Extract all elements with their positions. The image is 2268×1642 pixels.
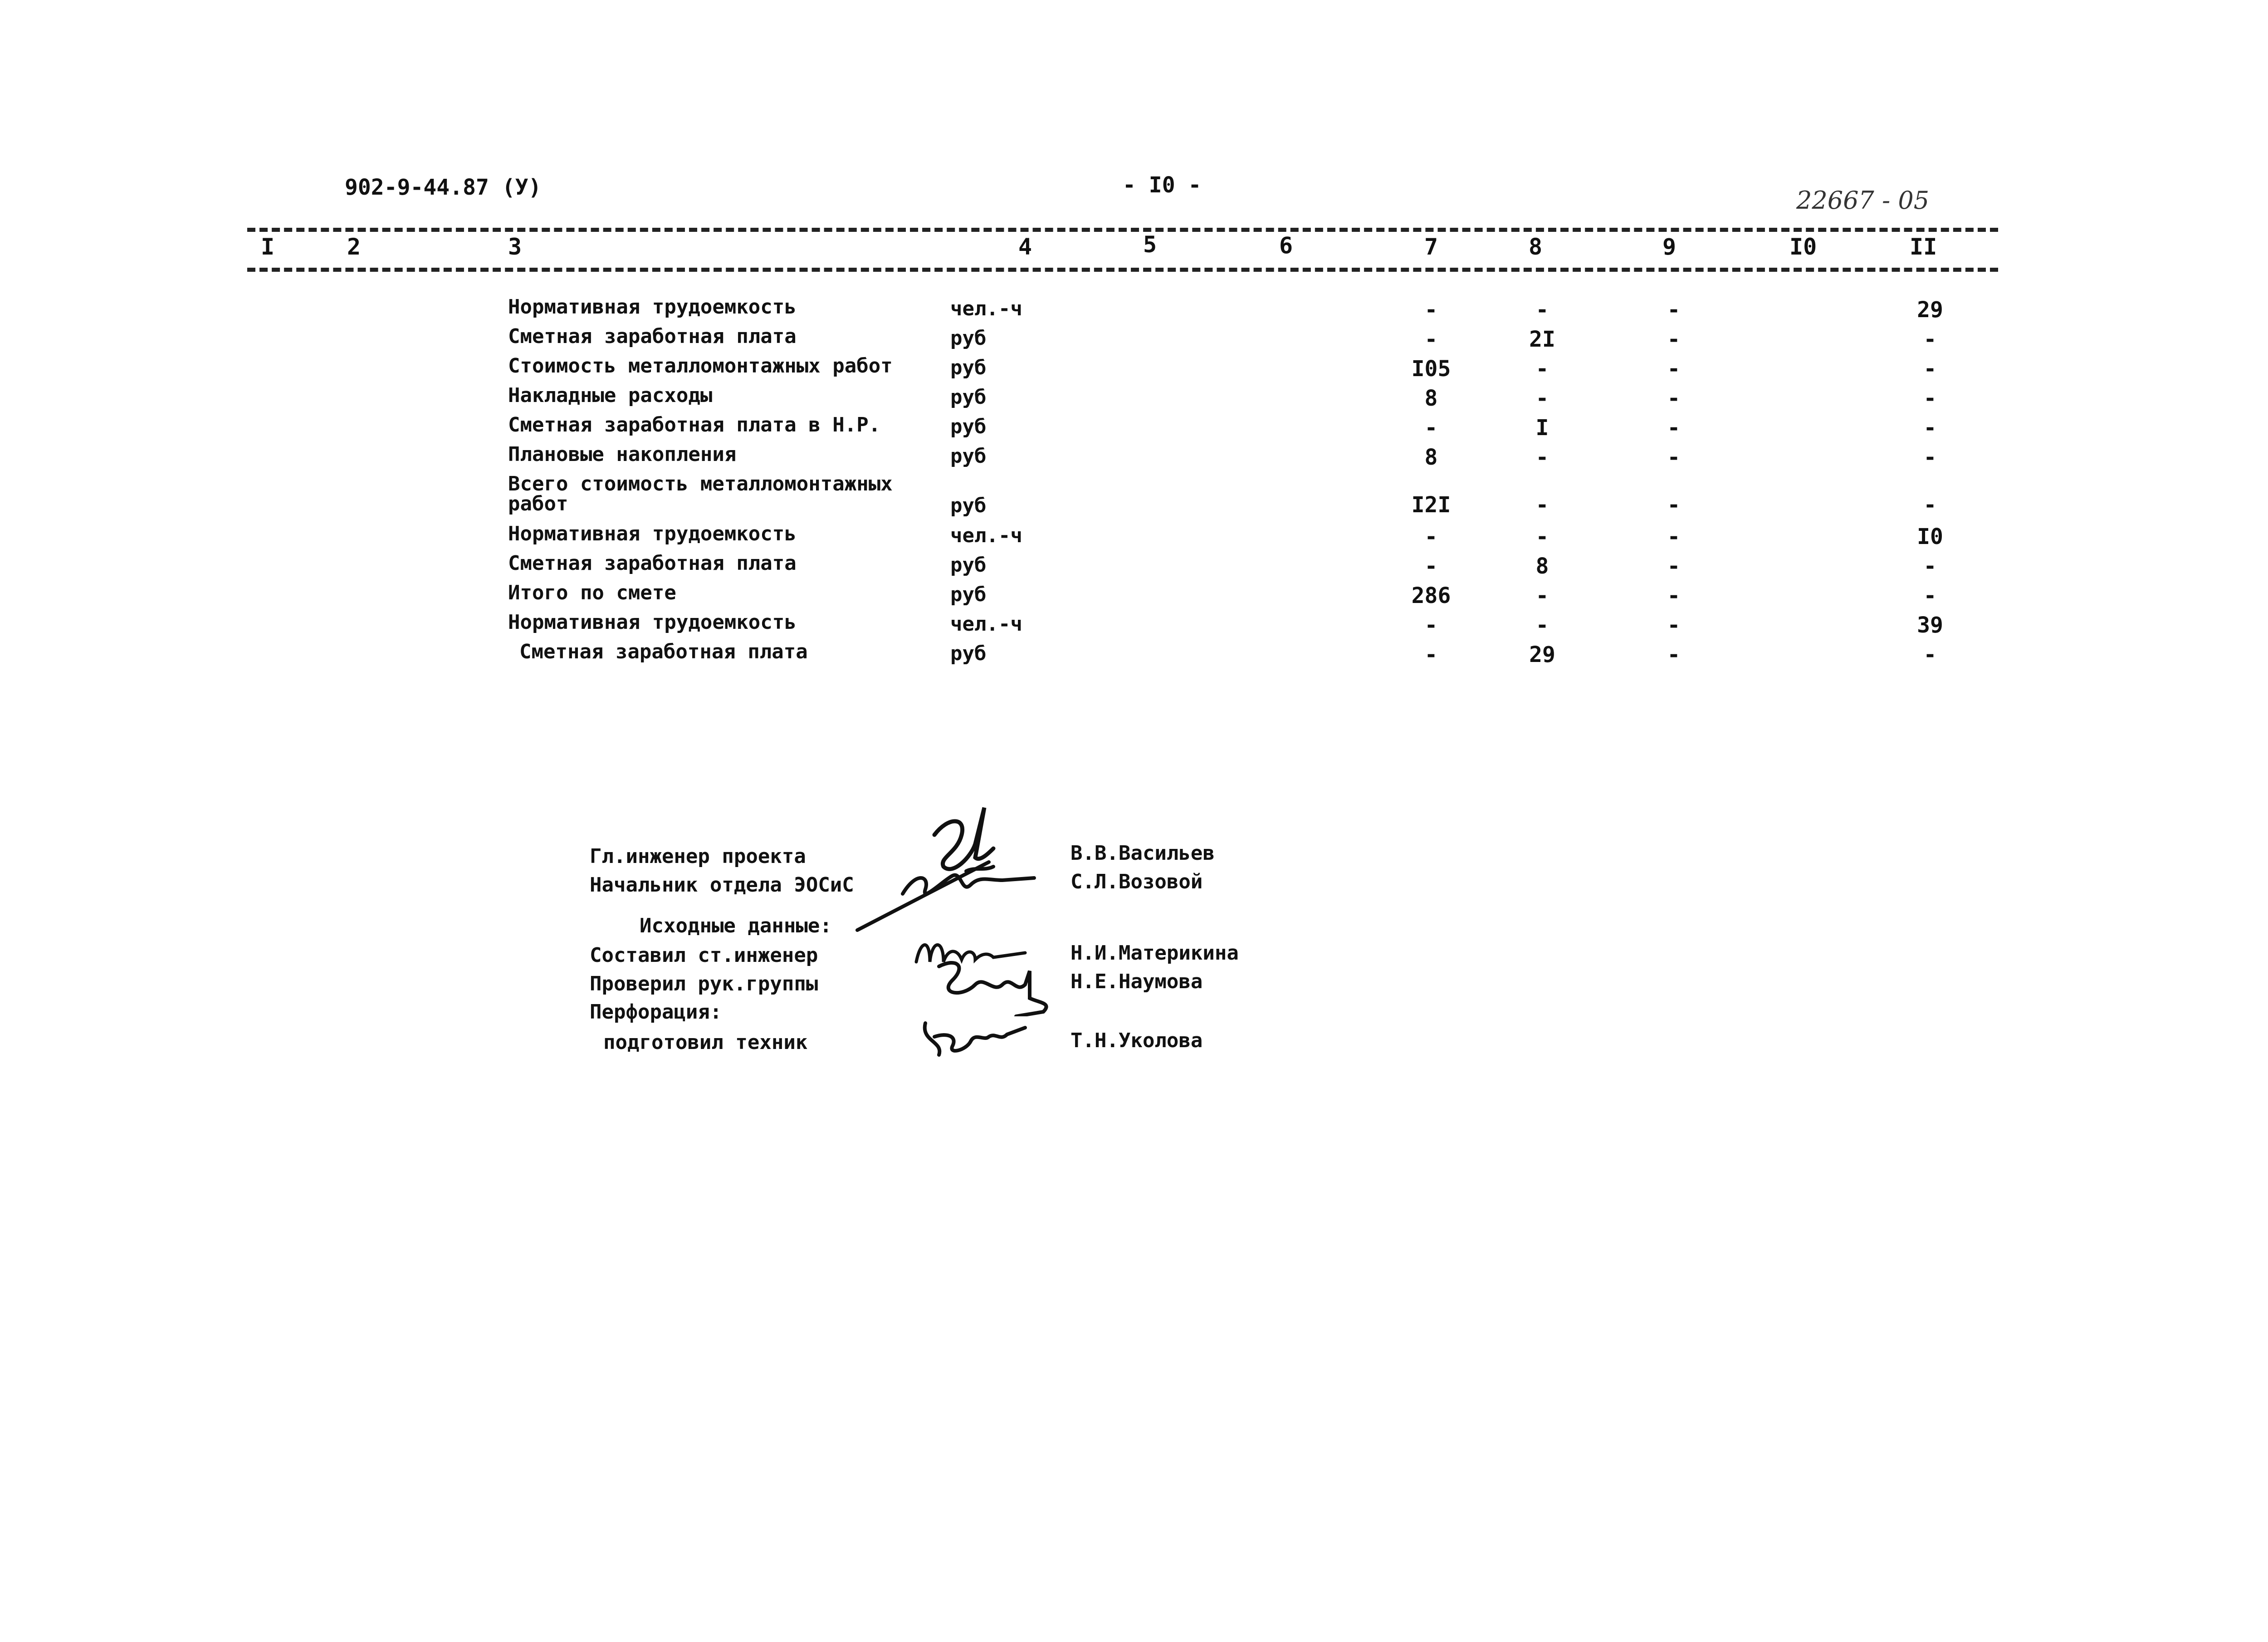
row-unit: руб — [950, 356, 987, 379]
col7-value: - — [1424, 327, 1438, 352]
col9-value: - — [1667, 356, 1681, 382]
row-name: Сметная заработная плата в Н.Р. — [508, 413, 881, 436]
compiled-name: Н.И.Материкина — [1070, 941, 1239, 965]
table-row — [0, 474, 2268, 524]
col11-value: - — [1923, 415, 1937, 441]
prepared-role: подготовил техник — [603, 1031, 808, 1054]
col7-value: I2I — [1411, 492, 1451, 518]
row-unit: руб — [950, 554, 987, 577]
row-name: Сметная заработная плата — [519, 640, 808, 663]
prepared-name: Т.Н.Уколова — [1070, 1029, 1203, 1052]
col8-value: - — [1535, 583, 1549, 608]
col8-value: - — [1535, 524, 1549, 549]
row-name: Накладные расходы — [508, 384, 713, 407]
col7-value: - — [1424, 297, 1438, 323]
table-row — [0, 327, 2268, 355]
row-unit: руб — [950, 415, 987, 438]
checked-role: Проверил рук.группы — [590, 972, 818, 995]
col7-value: 286 — [1411, 583, 1451, 608]
table-row — [0, 642, 2268, 670]
col9-value: - — [1667, 327, 1681, 352]
table-row — [0, 297, 2268, 325]
row-name: Плановые накопления — [508, 443, 737, 466]
row-unit: руб — [950, 583, 987, 606]
col7-value: - — [1424, 554, 1438, 579]
row-unit: чел.-ч — [950, 297, 1022, 320]
row-name: Нормативная трудоемкость — [508, 611, 797, 634]
table-row — [0, 613, 2268, 641]
prepared-signature — [916, 1014, 1034, 1064]
column-number: I — [261, 234, 275, 260]
checked-signature — [925, 948, 1061, 1016]
row-unit: чел.-ч — [950, 613, 1022, 636]
document-code: 902-9-44.87 (У) — [345, 175, 542, 200]
row-name: Стоимость металломонтажных работ — [508, 354, 893, 377]
row-unit: руб — [950, 642, 987, 665]
col7-value: - — [1424, 524, 1438, 549]
column-number: 2 — [347, 234, 361, 260]
source-data-label: Исходные данные: — [640, 914, 832, 937]
compiled-role: Составил ст.инженер — [590, 944, 818, 967]
row-unit: чел.-ч — [950, 524, 1022, 547]
col9-value: - — [1667, 445, 1681, 470]
row-unit: руб — [950, 494, 987, 517]
column-number: 7 — [1424, 234, 1438, 260]
col11-value: - — [1923, 554, 1937, 579]
col9-value: - — [1667, 554, 1681, 579]
column-number: I0 — [1789, 234, 1817, 260]
dept-head-role: Начальник отдела ЭОСиС — [590, 873, 854, 897]
row-name: Сметная заработная плата — [508, 552, 797, 575]
col9-value: - — [1667, 297, 1681, 323]
row-name: Итого по смете — [508, 581, 676, 604]
column-number: 3 — [508, 234, 522, 260]
page-number: - I0 - — [1123, 172, 1202, 198]
col8-value: 2I — [1529, 327, 1555, 352]
col9-value: - — [1667, 583, 1681, 608]
row-name: Нормативная трудоемкость — [508, 522, 797, 545]
row-unit: руб — [950, 327, 987, 350]
col11-value: - — [1923, 327, 1937, 352]
col8-value: - — [1535, 386, 1549, 411]
col8-value: - — [1535, 613, 1549, 638]
col8-value: 29 — [1529, 642, 1555, 667]
col8-value: - — [1535, 445, 1549, 470]
col8-value: I — [1535, 415, 1549, 441]
col9-value: - — [1667, 415, 1681, 441]
table-row — [0, 445, 2268, 473]
checked-name: Н.Е.Наумова — [1070, 970, 1203, 993]
col11-value: - — [1923, 386, 1937, 411]
col11-value: - — [1923, 445, 1937, 470]
archive-number: 22667 - 05 — [1796, 186, 1930, 215]
column-number: 5 — [1143, 231, 1157, 258]
col9-value: - — [1667, 613, 1681, 638]
row-unit: руб — [950, 386, 987, 409]
col7-value: - — [1424, 642, 1438, 667]
col11-value: - — [1923, 583, 1937, 608]
col11-value: 29 — [1917, 297, 1943, 323]
table-row — [0, 524, 2268, 552]
table-row — [0, 356, 2268, 384]
col7-value: - — [1424, 415, 1438, 441]
column-number: 9 — [1662, 234, 1677, 260]
row-unit: руб — [950, 445, 987, 468]
col11-value: 39 — [1917, 613, 1943, 638]
column-number: 8 — [1529, 234, 1543, 260]
perforation-label: Перфорация: — [590, 1000, 722, 1024]
dept-head-signature — [853, 844, 1043, 935]
chief-engineer-name: В.В.Васильев — [1070, 842, 1215, 865]
table-row — [0, 554, 2268, 582]
col11-value: - — [1923, 642, 1937, 667]
col9-value: - — [1667, 492, 1681, 518]
col8-value: - — [1535, 297, 1549, 323]
col11-value: I0 — [1917, 524, 1943, 549]
row-name-continued: работ — [508, 492, 568, 515]
row-name: Нормативная трудоемкость — [508, 295, 797, 319]
row-name: Всего стоимость металломонтажных — [508, 472, 893, 495]
col11-value: - — [1923, 492, 1937, 518]
col7-value: 8 — [1424, 386, 1438, 411]
col8-value: 8 — [1535, 554, 1549, 579]
col9-value: - — [1667, 524, 1681, 549]
header-top-rule — [247, 228, 1998, 232]
chief-engineer-role: Гл.инженер проекта — [590, 845, 806, 868]
table-row — [0, 386, 2268, 414]
col7-value: - — [1424, 613, 1438, 638]
row-name: Сметная заработная плата — [508, 325, 797, 348]
table-row — [0, 415, 2268, 443]
column-number: 6 — [1279, 232, 1293, 259]
col7-value: 8 — [1424, 445, 1438, 470]
col8-value: - — [1535, 356, 1549, 382]
col9-value: - — [1667, 386, 1681, 411]
table-row — [0, 583, 2268, 611]
col7-value: I05 — [1411, 356, 1451, 382]
col11-value: - — [1923, 356, 1937, 382]
dept-head-name: С.Л.Возовой — [1070, 870, 1203, 893]
col8-value: - — [1535, 492, 1549, 518]
column-number: II — [1910, 234, 1937, 260]
header-bottom-rule — [247, 268, 1998, 272]
column-number: 4 — [1018, 234, 1032, 260]
col9-value: - — [1667, 642, 1681, 667]
